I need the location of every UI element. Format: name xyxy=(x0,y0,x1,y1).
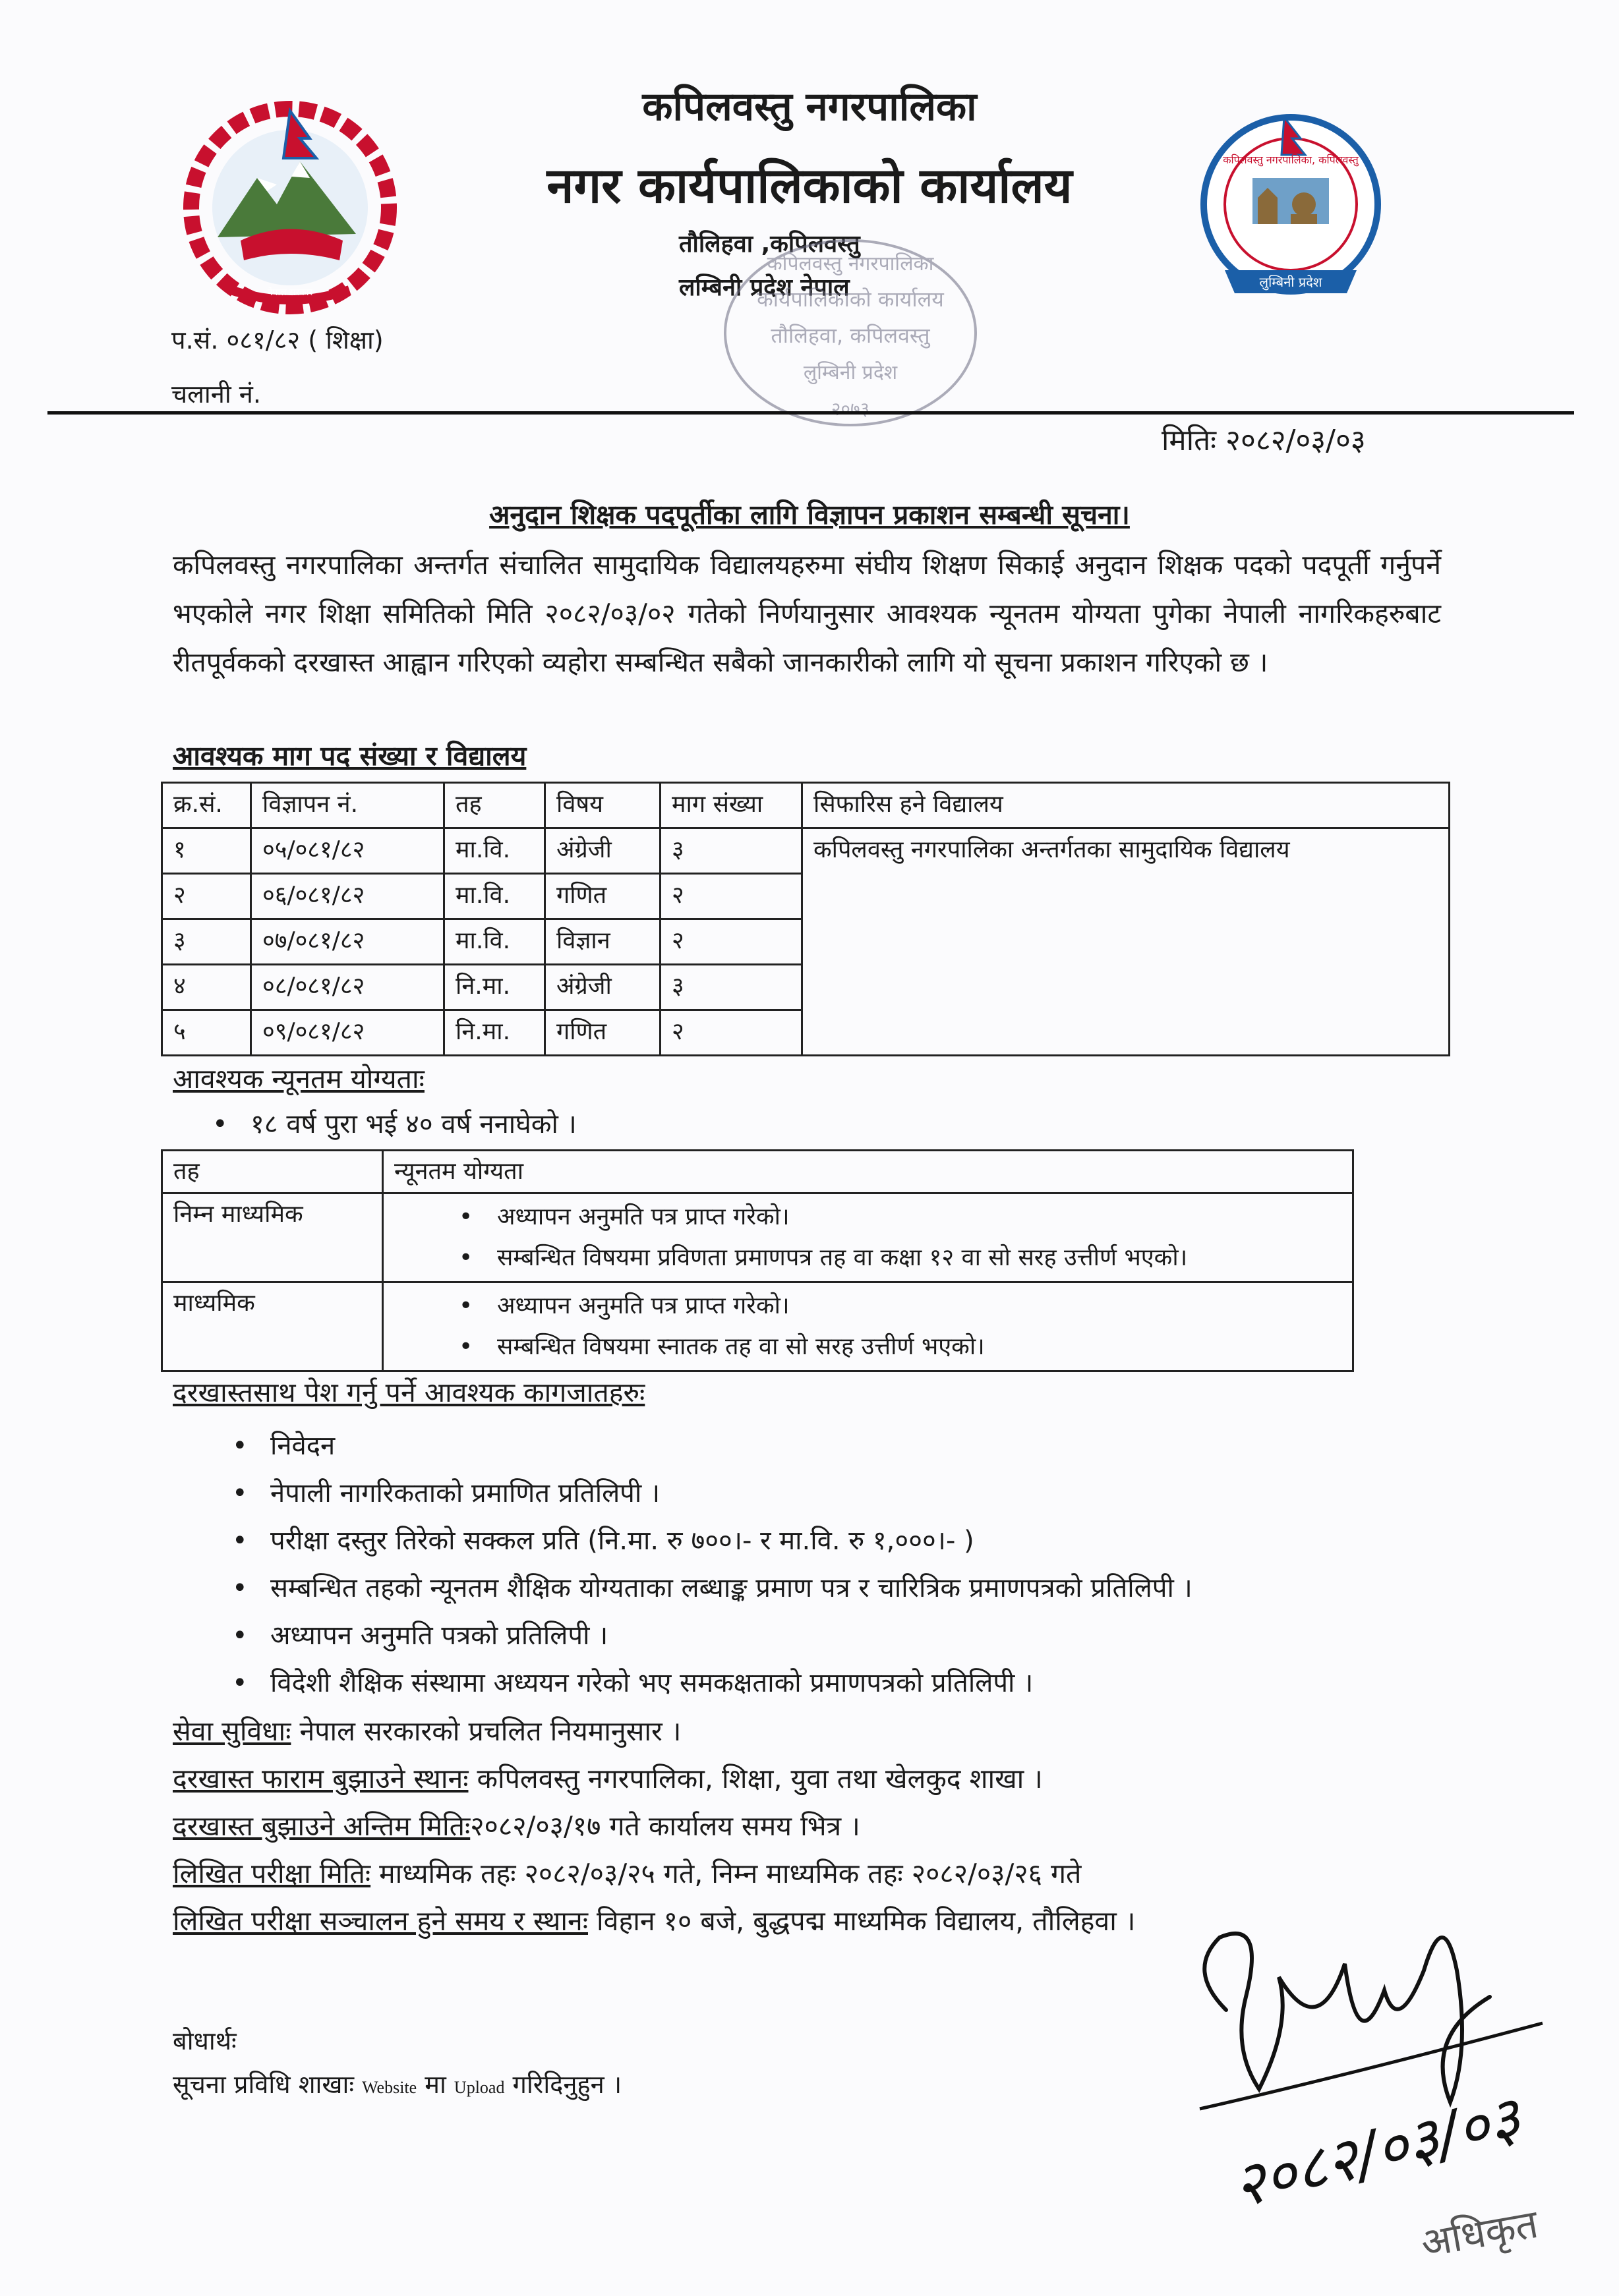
cell-sn: २ xyxy=(162,874,251,919)
header-divider xyxy=(47,411,1574,415)
qualification-heading: आवश्यक न्यूनतम योग्यताः xyxy=(173,1063,425,1095)
cell-count: २ xyxy=(661,919,802,965)
address-line-2: लम्बिनी प्रदेश नेपाल xyxy=(679,274,850,301)
exam-venue-label: लिखित परीक्षा सञ्चालन हुने समय र स्थानः xyxy=(173,1905,589,1937)
stamp-line-4: लुम्बिनी प्रदेश xyxy=(803,361,898,384)
exam-date-line xyxy=(173,1854,1081,1891)
posts-header-row xyxy=(162,783,1450,828)
service-value: नेपाल सरकारको प्रचलित नियमानुसार । xyxy=(291,1715,682,1747)
list-item: • अध्यापन अनुमति पत्र प्राप्त गरेको। xyxy=(444,1197,1352,1238)
exam-date-value: माध्यमिक तहः २०८२/०३/२५ गते, निम्न माध्यमिक तहः २०८२/०३/२६ गते xyxy=(370,1858,1082,1889)
age-requirement-list xyxy=(198,1105,577,1144)
list-item: • नेपाली नागरिकताको प्रमाणित प्रतिलिपी । xyxy=(218,1470,1192,1517)
qualification-header-row xyxy=(162,1151,1353,1193)
cc-label: बोधार्थः xyxy=(173,2026,237,2055)
office-name: नगर कार्यपालिकाको कार्यालय xyxy=(546,158,1073,214)
cell-subject: गणित xyxy=(545,1010,661,1056)
cell-subject: अंग्रेजी xyxy=(545,828,661,874)
document-date: मितिः २०८२/०३/०३ xyxy=(1162,424,1366,457)
cc-line xyxy=(173,2067,622,2101)
cell-count: ३ xyxy=(661,965,802,1010)
col-school: सिफारिस हने विद्यालय xyxy=(802,783,1450,828)
stamp-line-2: कार्यपालिकाको कार्यालय xyxy=(757,287,944,312)
cell-count: २ xyxy=(661,874,802,919)
level-lower-secondary: निम्न माध्यमिक xyxy=(162,1193,383,1282)
list-item: • सम्बन्धित विषयमा प्रविणता प्रमाणपत्र तह वा कक्षा १२ वा सो सरह उत्तीर्ण भएको। xyxy=(444,1238,1352,1278)
col-level: तह xyxy=(162,1151,383,1193)
cell-sn: १ xyxy=(162,828,251,874)
cell-school: कपिलवस्तु नगरपालिका अन्तर्गतका सामुदायिक विद्यालय xyxy=(802,828,1450,1056)
cell-subject: गणित xyxy=(545,874,661,919)
logo-ribbon-text: लुम्बिनी प्रदेश xyxy=(1259,274,1322,290)
col-sn: क्र.सं. xyxy=(162,783,251,828)
cell-level: मा.वि. xyxy=(444,828,545,874)
exam-venue-value: विहान १० बजे, बुद्धपद्म माध्यमिक विद्यालय, तौलिहवा । xyxy=(588,1905,1136,1937)
list-item: • परीक्षा दस्तुर तिरेको सक्कल प्रति (नि.मा. रु ७००।- र मा.वि. रु १,०००।- ) xyxy=(218,1517,1192,1564)
form-place-label: दरखास्त फाराम बुझाउने स्थानः xyxy=(173,1763,469,1794)
cell-sn: ३ xyxy=(162,919,251,965)
documents-list xyxy=(218,1422,1192,1707)
signature-date: २०८२/०३/०३ xyxy=(1225,2082,1527,2222)
cell-count: ३ xyxy=(661,828,802,874)
cell-ad-no: ०७/०८१/८२ xyxy=(251,919,444,965)
list-item: • सम्बन्धित तहको न्यूनतम शैक्षिक योग्यताका लब्धाङ्क प्रमाण पत्र र चारित्रिक प्रमाणपत्रको प्रतिलिपी । xyxy=(218,1564,1192,1612)
cell-ad-no: ०६/०८१/८२ xyxy=(251,874,444,919)
cc-it-section: सूचना प्रविधि शाखाः xyxy=(173,2070,363,2099)
list-item: • सम्बन्धित विषयमा स्नातक तह वा सो सरह उत्तीर्ण भएको। xyxy=(444,1327,1352,1367)
stamp-line-5: २०७३ xyxy=(831,398,870,420)
deadline-line xyxy=(173,1807,860,1844)
list-item: • अध्यापन अनुमति पत्रको प्रतिलिपी । xyxy=(218,1612,1192,1659)
cell-level: नि.मा. xyxy=(444,965,545,1010)
signature-title: अधिकृत xyxy=(1417,2200,1542,2267)
form-place-value: कपिलवस्तु नगरपालिका, शिक्षा, युवा तथा खेलकुद शाखा । xyxy=(468,1763,1043,1794)
secondary-requirements xyxy=(383,1282,1353,1371)
service-line xyxy=(173,1712,681,1749)
cell-level: मा.वि. xyxy=(444,919,545,965)
deadline-value: २०८२/०३/१७ गते कार्यालय समय भित्र । xyxy=(470,1810,860,1842)
stamp-line-3: तौलिहवा, कपिलवस्तु xyxy=(771,323,930,348)
table-row xyxy=(162,1282,1353,1371)
exam-venue-line xyxy=(173,1902,1135,1939)
level-secondary: माध्यमिक xyxy=(162,1282,383,1371)
lower-secondary-requirements xyxy=(383,1193,1353,1282)
notice-title: अनुदान शिक्षक पदपूर्तीका लागि विज्ञापन प्रकाशन सम्बन्धी सूचना। xyxy=(489,499,1130,531)
dispatch-number: चलानी नं. xyxy=(171,380,261,409)
cell-ad-no: ०५/०८१/८२ xyxy=(251,828,444,874)
service-label: सेवा सुविधाः xyxy=(173,1715,291,1747)
documents-heading: दरखास्तसाथ पेश गर्नु पर्ने आवश्यक कागजातहरुः xyxy=(173,1377,645,1408)
col-qualification: न्यूनतम योग्यता xyxy=(383,1151,1353,1193)
col-ad-no: विज्ञापन नं. xyxy=(251,783,444,828)
cell-sn: ५ xyxy=(162,1010,251,1056)
office-stamp-icon xyxy=(712,224,989,442)
col-subject: विषय xyxy=(545,783,661,828)
lower-secondary-list xyxy=(384,1197,1352,1278)
qualification-table xyxy=(161,1149,1354,1372)
cc-request: गरिदिनुहुन । xyxy=(504,2070,622,2099)
cell-level: नि.मा. xyxy=(444,1010,545,1056)
notice-body: कपिलवस्तु नगरपालिका अन्तर्गत संचालित सामुदायिक विद्यालयहरुमा संघीय शिक्षण सिकाई अनुदान शिक्षक पदको पदपूर्ती गर्नुपर्ने भएकोले नगर शिक्षा समितिको मिति २०८२/०३/०२ गतेको निर्णयानुसार आवश्यक न्यूनतम योग्यता पुगेका नेपाली नागरिकहरुबाट रीतपूर्वकको दरखास्त आह्वान गरिएको व्यहोरा सम्बन्धित सबैको जानकारीको लागि यो सूचना प्रकाशन गरिएको छ । xyxy=(173,549,1441,678)
col-count: माग संख्या xyxy=(661,783,802,828)
posts-table xyxy=(161,782,1450,1056)
table-row xyxy=(162,1193,1353,1282)
cell-level: मा.वि. xyxy=(444,874,545,919)
form-place-line xyxy=(173,1760,1043,1796)
list-item: • निवेदन xyxy=(218,1422,1192,1470)
signature-icon xyxy=(1147,1891,1608,2274)
list-item: • अध्यापन अनुमति पत्र प्राप्त गरेको। xyxy=(444,1286,1352,1327)
cell-ad-no: ०९/०८१/८२ xyxy=(251,1010,444,1056)
table-row xyxy=(162,828,1450,874)
col-level: तह xyxy=(444,783,545,828)
age-requirement: • १८ वर्ष पुरा भई ४० वर्ष ननाघेको । xyxy=(198,1105,577,1144)
cc-website: Website xyxy=(362,2078,417,2097)
logo-ring-text: कपिलवस्तु नगरपालिका, कपिलवस्तु xyxy=(1223,154,1359,166)
posts-heading: आवश्यक माग पद संख्या र विद्यालय xyxy=(173,740,527,772)
emblem-text: नेपाल सरकार xyxy=(267,287,313,298)
list-item: • विदेशी शैक्षिक संस्थामा अध्ययन गरेको भए समकक्षताको प्रमाणपत्रको प्रतिलिपी । xyxy=(218,1659,1192,1707)
municipality-name: कपिलवस्तु नगरपालिका xyxy=(642,84,977,130)
cell-ad-no: ०८/०८१/८२ xyxy=(251,965,444,1010)
secondary-list xyxy=(384,1286,1352,1367)
cell-subject: अंग्रेजी xyxy=(545,965,661,1010)
exam-date-label: लिखित परीक्षा मितिः xyxy=(173,1858,371,1889)
deadline-label: दरखास्त बुझाउने अन्तिम मितिः xyxy=(173,1810,471,1842)
cell-count: २ xyxy=(661,1010,802,1056)
cell-subject: विज्ञान xyxy=(545,919,661,965)
stamp-line-1: कपिलवस्तु नगरपालिका xyxy=(767,252,934,275)
cc-ma: मा xyxy=(417,2070,454,2099)
cell-sn: ४ xyxy=(162,965,251,1010)
cc-upload: Upload xyxy=(454,2078,505,2097)
reference-number: प.सं. ०८१/८२ ( शिक्षा) xyxy=(171,326,384,355)
reference-block xyxy=(171,313,384,421)
address-line-1: तौलिहवा ,कपिलवस्तु xyxy=(679,231,860,258)
